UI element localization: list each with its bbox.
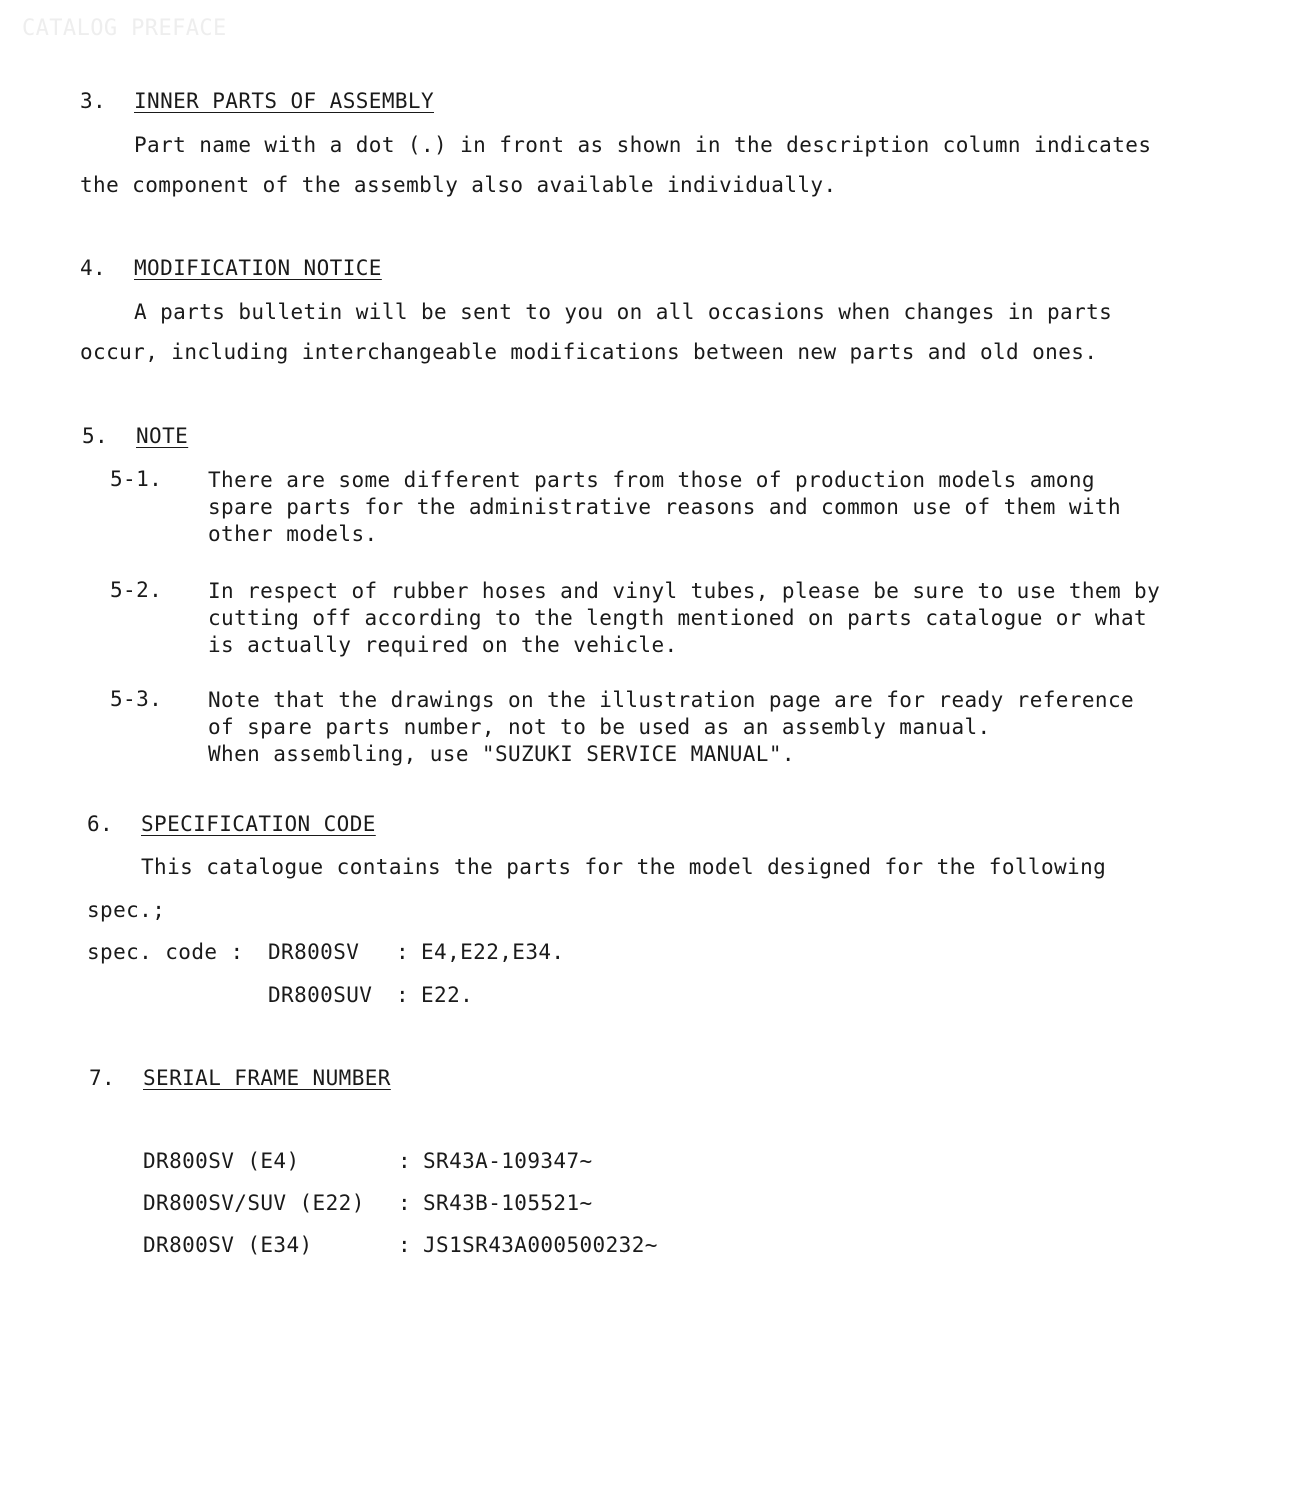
note-text: Note that the drawings on the illustration page are for ready reference of spare parts number, not to be used as an assembly manual. When assembling, use "SUZUKI SERVICE MANUAL".	[208, 688, 1135, 766]
section-4-number: 4.	[80, 256, 107, 280]
frame-number-separator: :	[398, 1191, 412, 1215]
note-number: 5-2.	[110, 578, 163, 602]
spec-code-separator: :	[396, 983, 410, 1007]
section-5-title: NOTE	[136, 424, 189, 448]
note-5-3	[110, 687, 1250, 771]
section-3-number: 3.	[80, 89, 107, 113]
section-5-number: 5.	[82, 424, 109, 448]
section-3-text-line-2: the component of the assembly also available individually.	[80, 173, 837, 197]
note-text: In respect of rubber hoses and vinyl tubes, please be sure to use them by cutting off according to the length mentioned on parts catalogue or what is actually required on the vehicle.	[208, 579, 1161, 657]
section-4-title: MODIFICATION NOTICE	[134, 256, 382, 280]
frame-number-model: DR800SV (E34)	[143, 1233, 313, 1257]
spec-code-value: E4,E22,E34.	[421, 940, 565, 964]
section-6-text-line-2: spec.;	[87, 898, 166, 922]
frame-number-separator: :	[398, 1149, 412, 1173]
spec-code-separator: :	[396, 940, 410, 964]
frame-number-value: SR43A-109347~	[423, 1149, 593, 1173]
spec-code-value: E22.	[421, 983, 474, 1007]
frame-number-model: DR800SV (E4)	[143, 1149, 300, 1173]
section-7-title: SERIAL FRAME NUMBER	[143, 1066, 391, 1090]
note-5-1	[110, 467, 1250, 551]
frame-number-separator: :	[398, 1233, 412, 1257]
section-6-number: 6.	[87, 812, 114, 836]
section-6-title: SPECIFICATION CODE	[141, 812, 376, 836]
frame-number-value: SR43B-105521~	[423, 1191, 593, 1215]
frame-number-model: DR800SV/SUV (E22)	[143, 1191, 365, 1215]
section-7-number: 7.	[89, 1066, 116, 1090]
section-4-text-line-1: A parts bulletin will be sent to you on all occasions when changes in parts	[134, 300, 1113, 324]
note-number: 5-3.	[110, 687, 163, 711]
frame-number-value: JS1SR43A000500232~	[423, 1233, 658, 1257]
section-3-title: INNER PARTS OF ASSEMBLY	[134, 89, 434, 113]
spec-code-model: DR800SUV	[268, 983, 373, 1007]
section-4-text-line-2: occur, including interchangeable modifications between new parts and old ones.	[80, 340, 1098, 364]
note-number: 5-1.	[110, 467, 163, 491]
page-header-watermark: CATALOG PREFACE	[22, 16, 227, 41]
section-3-text-line-1: Part name with a dot (.) in front as shown in the description column indicates	[134, 133, 1152, 157]
spec-code-label: spec. code :	[87, 940, 244, 964]
section-6-text-line-1: This catalogue contains the parts for the model designed for the following	[141, 855, 1107, 879]
spec-code-model: DR800SV	[268, 940, 360, 964]
note-5-2	[110, 578, 1250, 662]
note-text: There are some different parts from those of production models among spare parts for the administrative reasons and common use of them with other models.	[208, 468, 1122, 546]
